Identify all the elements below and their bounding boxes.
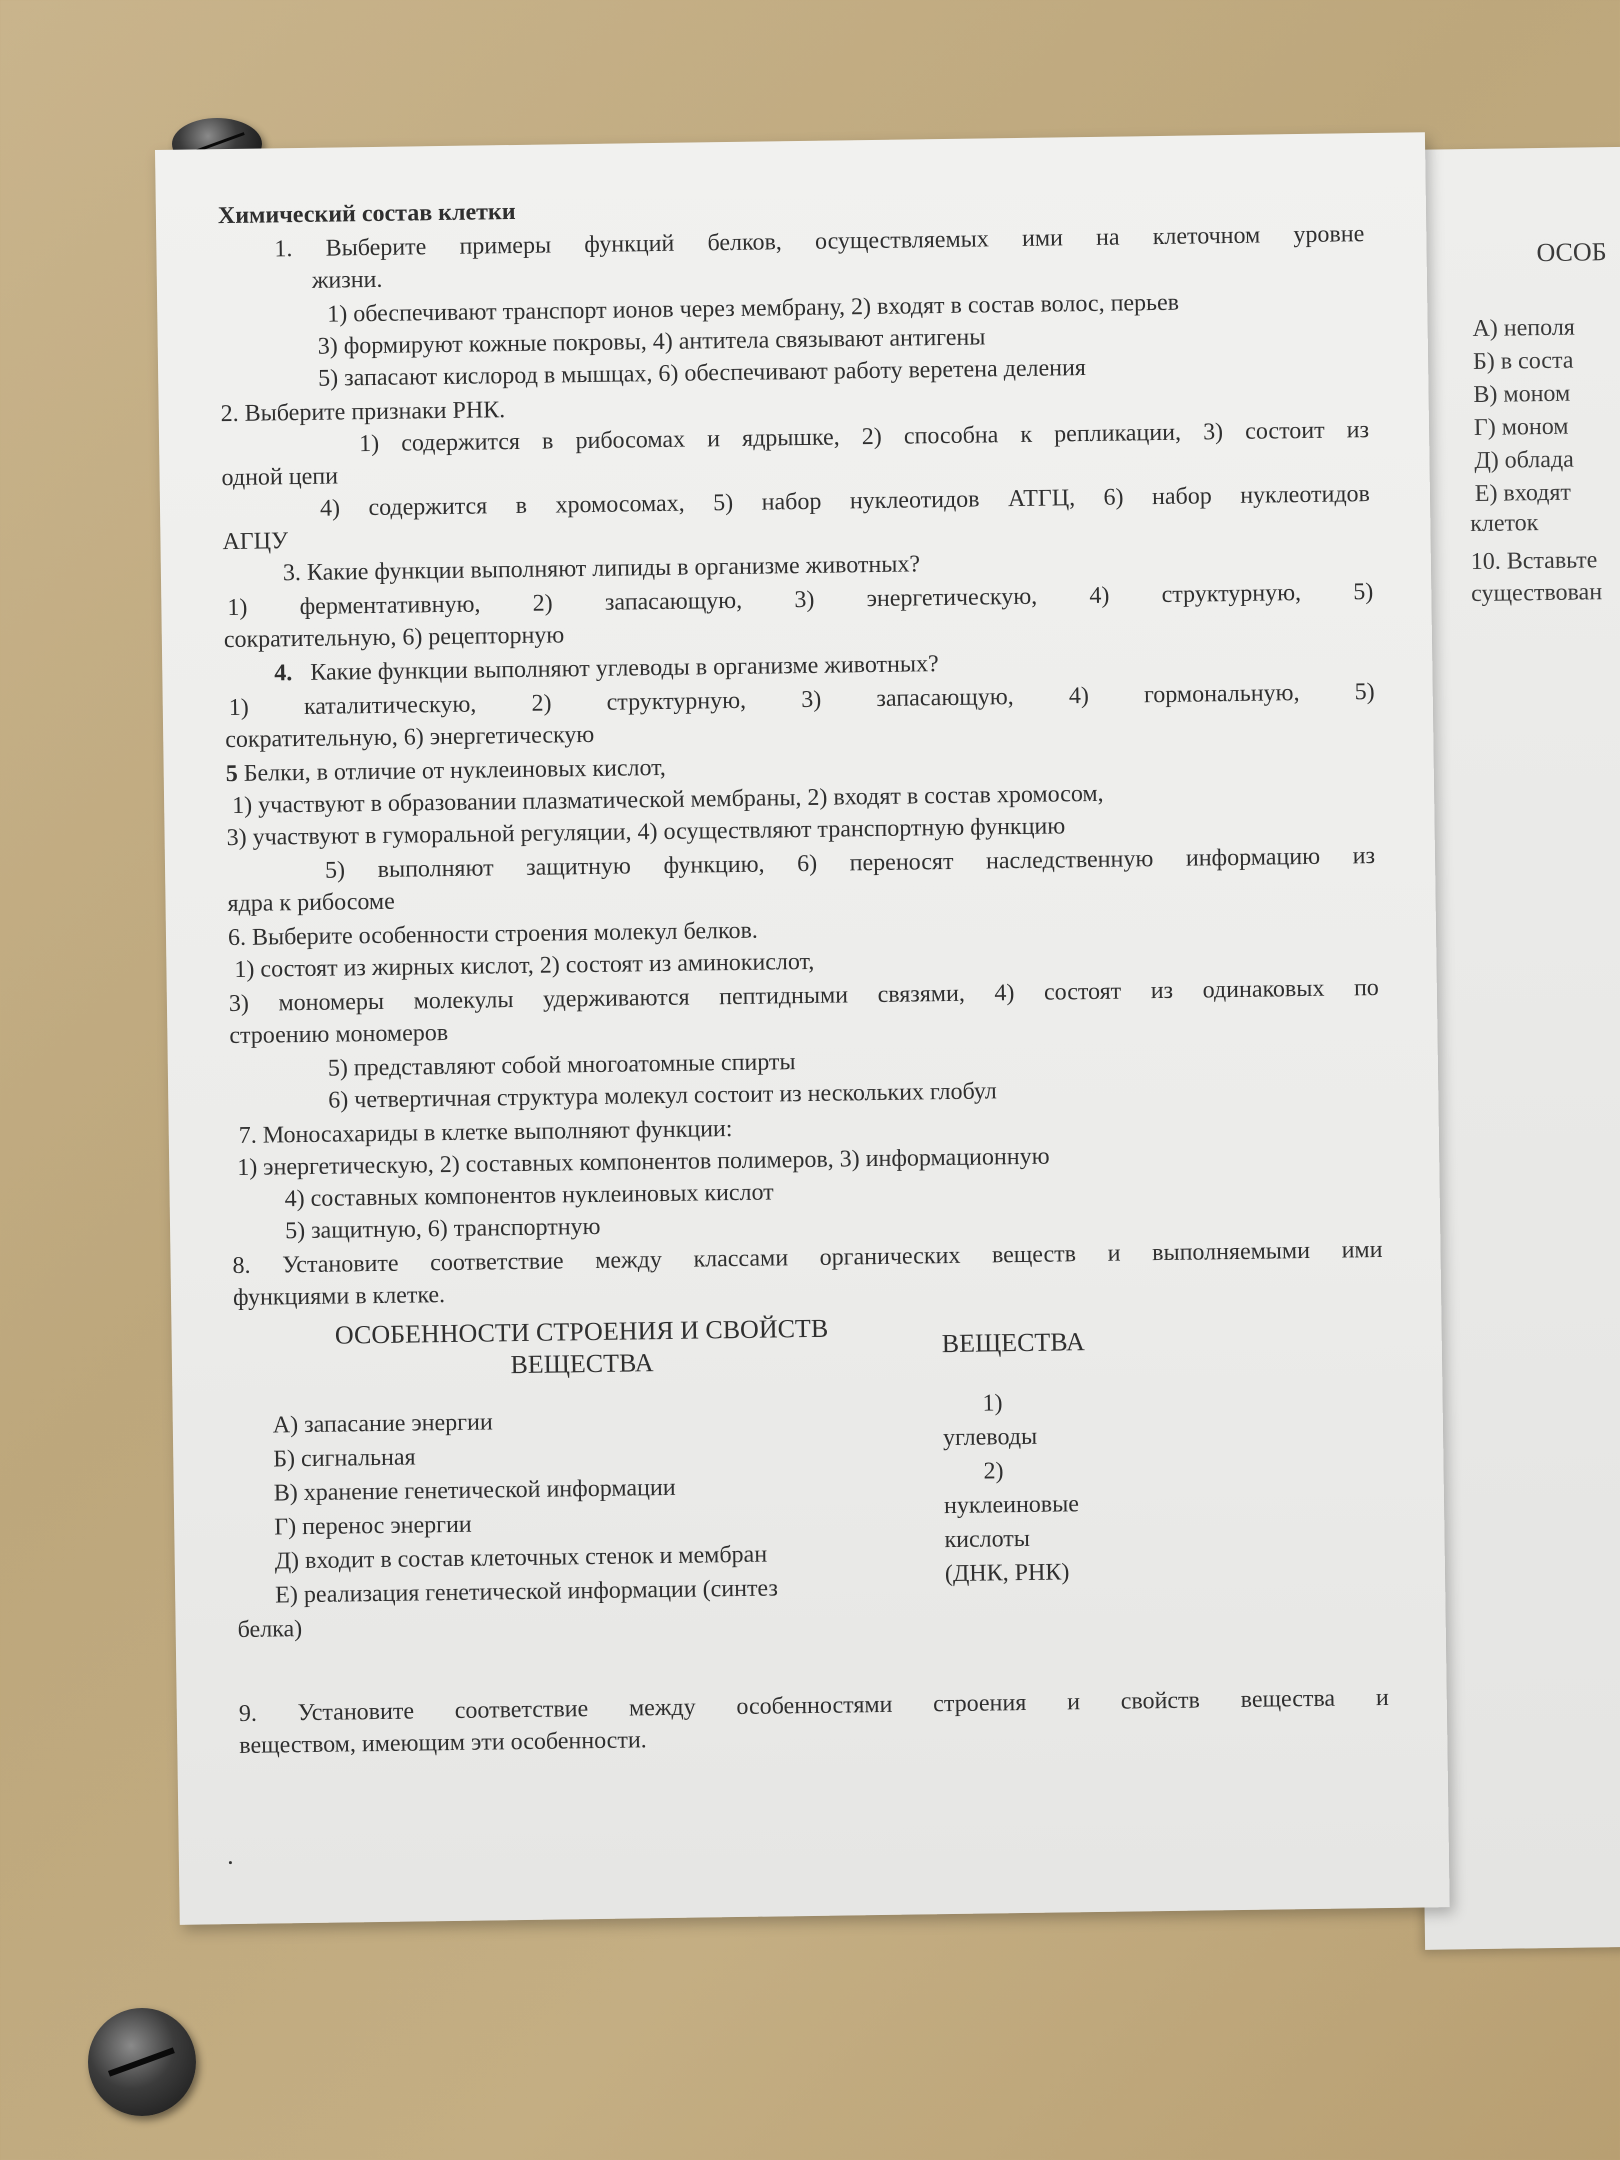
worksheet-page [155,132,1450,1925]
q3-stem: 3. Какие функции выполняют липиды в организме животных? [282,551,921,587]
q2-stem: 2. Выберите признаки РНК. [220,397,506,428]
right-q10-cont: существован [1471,579,1603,608]
right-line: А) неполя [1472,314,1576,343]
q5-option-line: 5) выполняют защитную функцию, 6) переносят наследственную информацию из [324,843,1376,884]
q8-item: Д) входит в состав клеточных стенок и мембран [274,1541,768,1575]
q4-option-cont: сократительную, 6) энергетическую [225,721,595,754]
right-line: Д) облада [1474,446,1574,474]
q8-left-header: ОСОБЕННОСТИ СТРОЕНИЯ И СВОЙСТВ ВЕЩЕСТВА [334,1313,829,1380]
q4-number: 4. [274,660,293,687]
q8-answer: (ДНК, РНК) [944,1559,1070,1588]
q6-option-line: 1) состоят из жирных кислот, 2) состоят из аминокислот, [234,948,815,983]
q7-option-line: 4) составных компонентов нуклеиновых кислот [284,1179,774,1213]
right-q10: 10. Вставьте [1470,547,1598,576]
q5-option-line: 1) участвуют в образовании плазматической мембраны, 2) входят в состав хромосом, [231,780,1104,819]
q8-item: Е) реализация генетической информации (синтез [275,1575,779,1609]
q8-item: Г) перенос энергии [274,1511,472,1541]
q8-item: В) хранение генетической информации [273,1474,676,1507]
q9-stem: 9. Установите соответствие между особенностями строения и свойств вещества и [238,1684,1389,1727]
q8-answer: 2) [983,1458,1004,1485]
q6-option-line: 5) представляют собой многоатомные спирты [327,1049,796,1082]
q8-item: Б) сигнальная [273,1444,416,1473]
q6-stem: 6. Выберите особенности строения молекул белков. [227,917,759,952]
speck [229,1861,232,1864]
q4-stem: Какие функции выполняют углеводы в организме животных? [310,651,939,686]
q5-option-cont: ядра к рибосоме [227,888,395,918]
q2-option-cont: АГЦУ [222,528,289,556]
q8-answer: 1) [982,1390,1003,1417]
q5-number: 5 [225,760,238,788]
thumbtack-bottom [88,2008,196,2116]
right-line: Б) в соста [1472,347,1574,376]
q6-option-line: 6) четвертичная структура молекул состоит из нескольких глобул [328,1078,997,1114]
q7-stem: 7. Моносахариды в клетке выполняют функции: [238,1116,733,1149]
q1-stem-cont: жизни. [311,266,383,294]
q8-stem-cont: функциями в клетке. [232,1282,446,1312]
q1-option-line: 5) запасают кислород в мышцах, 6) обеспечивают работу веретена деления [318,355,1087,392]
right-line: Г) моном [1473,413,1569,441]
q8-right-header: ВЕЩЕСТВА [941,1327,1085,1359]
q1-stem: 1. Выберите примеры функций белков, осуществляемых ими на клеточном уровне [274,221,1365,263]
q8-stem: 8. Установите соответствие между классами органических веществ и выполняемыми ими [232,1236,1383,1280]
q5-stem: Белки, в отличие от нуклеиновых кислот, [243,754,667,787]
right-line: Е) входят [1474,479,1572,507]
q8-answer: кислоты [944,1525,1031,1554]
q9-stem-cont: веществом, имеющим эти особенности. [239,1727,647,1759]
q2-option-line: 1) содержится в рибосомах и ядрышке, 2) способна к репликации, 3) состоит из [358,417,1370,458]
q1-option-line: 3) формируют кожные покровы, 4) антитела связывают антигены [317,324,986,360]
q2-option-line: 4) содержится в хромосомах, 5) набор нуклеотидов АТГЦ, 6) набор нуклеотидов [319,481,1371,522]
q6-option-cont: строению мономеров [229,1019,449,1050]
right-header: ОСОБ [1536,237,1607,268]
q8-item-cont: белка) [237,1616,303,1643]
q2-option-cont: одной цепи [221,463,339,492]
q6-option-line: 3) мономеры молекулы удерживаются пептидными связями, 4) состоят из одинаковых по [228,974,1380,1018]
q7-option-line: 1) энергетическую, 2) составных компонентов полимеров, 3) информационную [237,1143,1050,1181]
q8-item: А) запасание энергии [272,1409,493,1439]
q3-option-cont: сократительную, 6) рецепторную [223,622,565,654]
q4-option-line: 1) каталитическую, 2) структурную, 3) запасающую, 4) гормональную, 5) [228,679,1375,722]
q5-option-line: 3) участвуют в гуморальной регуляции, 4) осуществляют транспортную функцию [226,813,1066,852]
right-tail: клеток [1470,510,1539,538]
q3-option-line: 1) ферментативную, 2) запасающую, 3) энергетическую, 4) структурную, 5) [227,579,1374,622]
q1-option-line: 1) обеспечивают транспорт ионов через мембрану, 2) входят в состав волос, перьев [327,289,1180,328]
q8-answer: нуклеиновые [943,1491,1080,1520]
page-title: Химический состав клетки [217,198,516,230]
q8-answer: углеводы [942,1423,1038,1452]
q7-option-line: 5) защитную, 6) транспортную [284,1213,601,1245]
right-line: В) моном [1473,380,1571,408]
